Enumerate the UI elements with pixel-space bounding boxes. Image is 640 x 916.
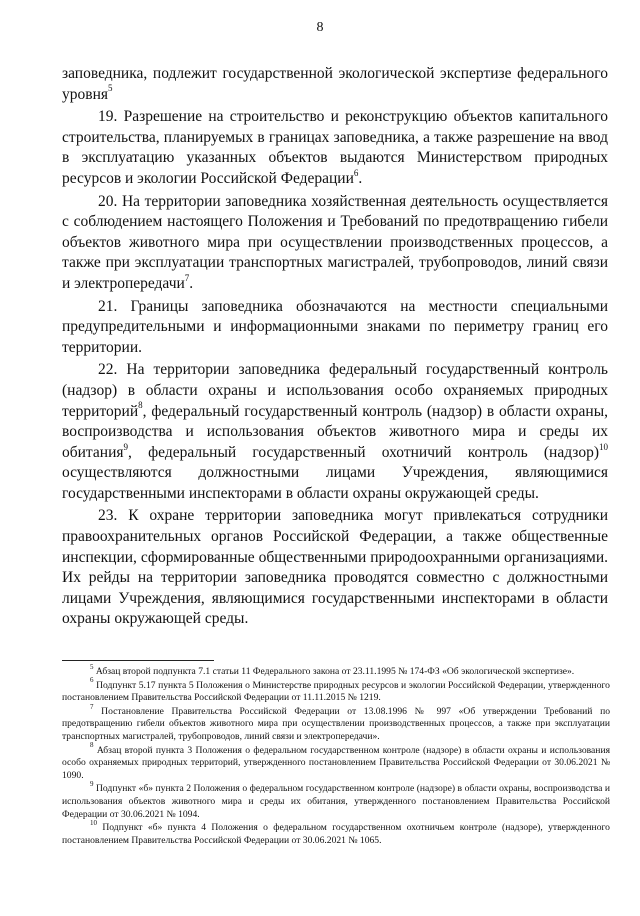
paragraph-20-text: 20. На территории заповедника хозяйственная деятельность осуществляется с соблюдением настоящего Положения и Требований по предотвращению гибели объектов животного мира при осуществлении производственных процессов, а также при эксплуатации транспортных магистралей, трубопроводов, линий связи и электропередачи bbox=[62, 192, 608, 292]
footnote-ref[interactable]: 7 bbox=[184, 272, 190, 283]
footnote-text: Подпункт «б» пункта 2 Положения о федеральном государственном контроле (надзоре) в области охраны, воспроизводства и использования объектов животного мира и среды их обитания, утвержденного постановлением Правительства Российской Федерации от 30.06.2021 № 1094. bbox=[62, 783, 610, 820]
paragraph-intro bbox=[62, 64, 608, 105]
footnote-ref[interactable]: 6 bbox=[353, 167, 359, 178]
paragraph-21: 21. Границы заповедника обозначаются на местности специальными предупредительными и информационными знаками по периметру границ его территории. bbox=[62, 297, 608, 356]
footnote-ref[interactable]: 8 bbox=[138, 400, 143, 411]
footnote-item bbox=[62, 702, 611, 744]
footnote-separator bbox=[62, 660, 214, 661]
paragraph-22-text-a: 22. На территории заповедника федеральный государственный контроль (надзор) в области охраны и использования особо охраняемых природных территорий bbox=[62, 361, 608, 420]
footnote-ref[interactable]: 5 bbox=[108, 83, 113, 94]
page-number: 8 bbox=[316, 20, 324, 35]
footnote-number: 6 bbox=[90, 676, 94, 685]
footnote-number: 8 bbox=[90, 741, 94, 750]
footnote-item bbox=[62, 780, 610, 821]
footnote-item bbox=[62, 818, 610, 847]
paragraph-22 bbox=[62, 360, 608, 504]
footnote-item bbox=[62, 676, 610, 705]
footnote-text: Подпункт 5.17 пункта 5 Положения о Министерстве природных ресурсов и экологии Российской Федерации, утвержденного постановлением Правительства Российской Федерации от 11.11.2015 № 1219. bbox=[62, 679, 610, 704]
document-body bbox=[62, 64, 608, 632]
footnote-number: 5 bbox=[90, 662, 94, 671]
footnote-ref[interactable]: 9 bbox=[123, 441, 128, 452]
paragraph-intro-text: заповедника, подлежит государственной экологической экспертизе федерального уровня bbox=[62, 65, 608, 103]
paragraph-20: 20. На территории заповедника хозяйственная деятельность осуществляется с соблюдением настоящего Положения и Требований по предотвращению гибели объектов животного мира при осуществлении производственных процессов, а также при эксплуатации транспортных магистралей, трубопроводов, линий связи и электропередачи$^7$. bbox=[62, 192, 608, 292]
footnotes-section bbox=[62, 662, 611, 848]
footnote-text: Подпункт «б» пункта 4 Положения о федеральном государственном охотничьем контроле (надзоре), утвержденного постановлением Правительства Российской Федерации от 30.06.2021 № 1065. bbox=[62, 822, 610, 846]
footnote-item bbox=[62, 741, 610, 783]
footnote-ref[interactable]: 10 bbox=[599, 441, 608, 452]
paragraph-22-text-c: , федеральный государственный охотничий контроль (надзор) bbox=[128, 443, 599, 461]
footnote-number: 10 bbox=[90, 818, 97, 827]
footnote-text: Абзац второй пункта 3 Положения о федеральном государственном контроле (надзоре) в области охраны и использования особо охраняемых природных территорий, утвержденного постановлением Правительства Российской Федерации от 30.06.2021 № 1090. bbox=[62, 744, 610, 781]
footnote-number: 7 bbox=[90, 702, 94, 711]
paragraph-19-text: 19. Разрешение на строительство и реконструкцию объектов капитального строительства, планируемых в границах заповедника, а также разрешение на ввод в эксплуатацию указанных объектов выдаются Министерством природных ресурсов и экологии Российской Федерации bbox=[62, 108, 608, 187]
paragraph-19: 19. Разрешение на строительство и реконструкцию объектов капитального строительства, планируемых в границах заповедника, а также разрешение на ввод в эксплуатацию указанных объектов выдаются Министерством природных ресурсов и экологии Российской Федерации$^6$. bbox=[62, 108, 608, 187]
footnote-text: Абзац второй подпункта 7.1 статьи 11 Федерального закона от 23.11.1995 № 174-ФЗ «Об экологической экспертизе». bbox=[95, 666, 575, 677]
footnote-item bbox=[62, 662, 610, 679]
paragraph-22-text-d: осуществляются должностными лицами Учреждения, являющимися государственными инспекторами в области охраны окружающей среды. bbox=[62, 464, 608, 502]
footnote-number: 9 bbox=[90, 780, 94, 789]
paragraph-23: 23. К охране территории заповедника могут привлекаться сотрудники правоохранительных органов Российской Федерации, а также общественные инспекции, сформированные общественными природоохранными организациями. Их рейды на территории заповедника проводятся совместно с должностными лицами Учреждения, являющимися государственными инспекторами в области охраны окружающей среды. bbox=[62, 507, 608, 628]
paragraph-22-text-b: , федеральный государственный контроль (надзор) в области охраны, воспроизводства и использования объектов животного мира и среды их обитания bbox=[62, 402, 608, 461]
footnote-text: Постановление Правительства Российской Федерации от 13.08.1996 № 997 «Об утверждении Требований по предотвращению гибели объектов животного мира при осуществлении производственных процессов, а также при эксплуатации транспортных магистралей, трубопроводов, линий связи и электропередачи». bbox=[62, 705, 611, 742]
